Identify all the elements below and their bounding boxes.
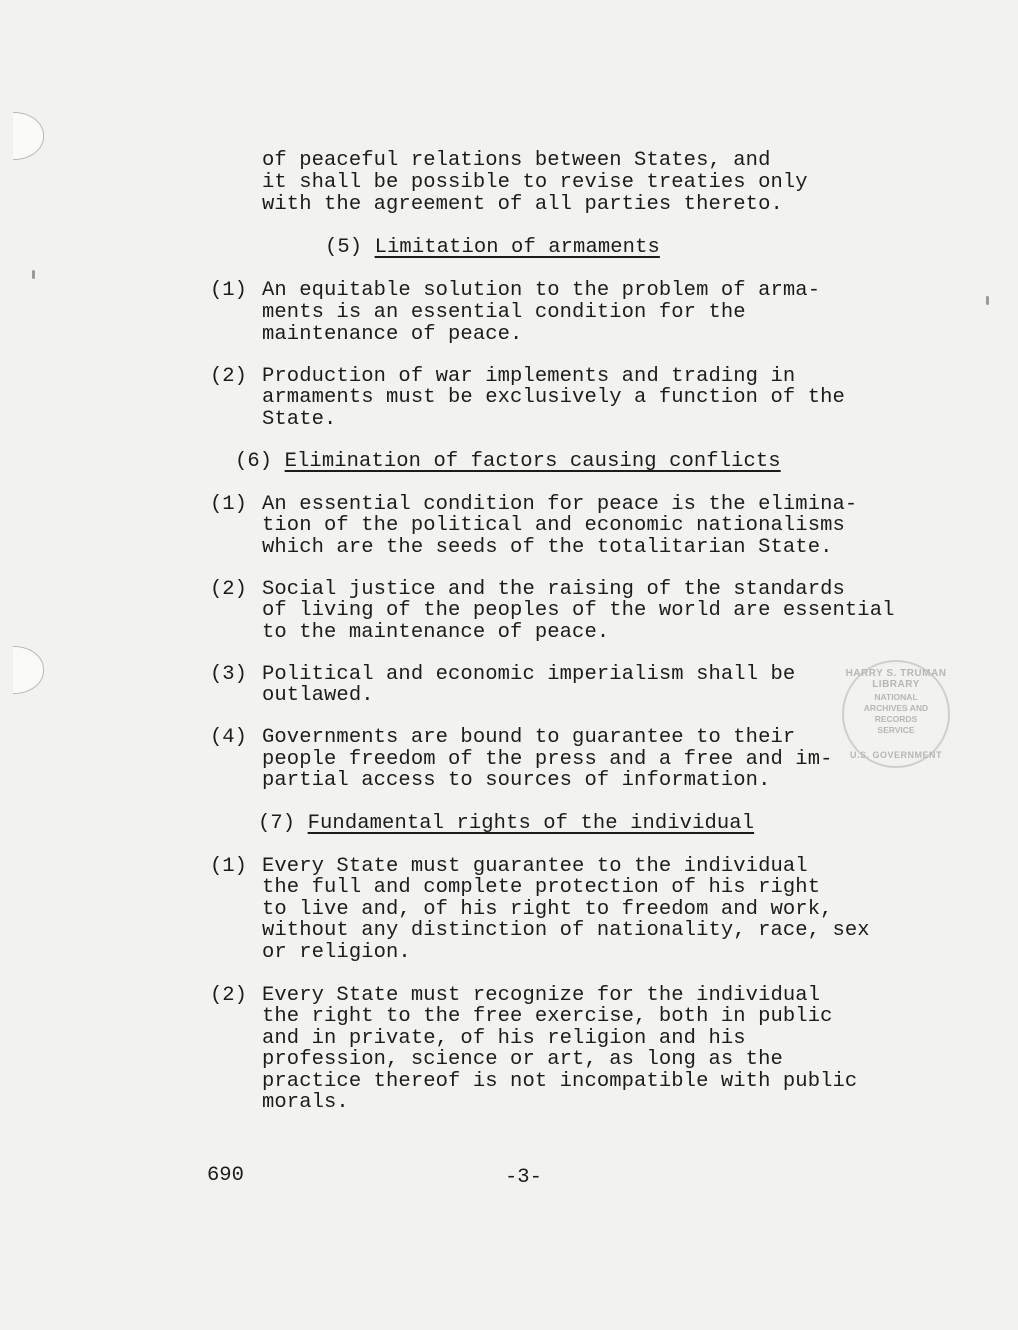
item-line: practice thereof is not incompatible with public <box>262 1070 858 1093</box>
section-number: (5) <box>325 236 363 259</box>
section-title: Limitation of armaments <box>374 236 660 259</box>
item-line: ments is an essential condition for the <box>262 301 746 324</box>
item-line: outlawed. <box>262 684 374 707</box>
stamp-line: ARCHIVES AND <box>863 703 929 713</box>
item-line: of living of the peoples of the world are essential <box>262 599 895 622</box>
item-line: Production of war implements and trading in <box>262 365 796 388</box>
item-number: (4) <box>210 726 247 749</box>
scan-speck <box>32 270 35 279</box>
item-line: An equitable solution to the problem of arma- <box>262 279 821 302</box>
item-line: Political and economic imperialism shall be <box>262 663 796 686</box>
section-number: (6) <box>235 450 273 473</box>
stamp-center <box>844 692 948 736</box>
item-line: without any distinction of nationality, race, sex <box>262 919 870 942</box>
item-line: profession, science or art, as long as the <box>262 1048 783 1071</box>
item-line: the right to the free exercise, both in public <box>262 1005 833 1028</box>
section-heading-5 <box>325 237 660 259</box>
scan-speck <box>986 296 989 305</box>
item-number: (1) <box>210 279 247 302</box>
item-line: to the maintenance of peace. <box>262 621 610 644</box>
item-line: Every State must guarantee to the individual <box>262 855 808 878</box>
item-number: (1) <box>210 855 247 878</box>
archive-stamp <box>842 660 950 768</box>
item-line: tion of the political and economic nationalisms <box>262 514 845 537</box>
section-title: Elimination of factors causing conflicts <box>284 450 781 473</box>
item-number: (2) <box>210 984 247 1007</box>
item-line: An essential condition for peace is the elimina- <box>262 493 858 516</box>
document-number: 690 <box>207 1164 244 1187</box>
item-line: partial access to sources of information. <box>262 769 771 792</box>
intro-line: with the agreement of all parties thereto. <box>262 193 783 216</box>
binder-hole-top <box>13 112 44 160</box>
item-line: people freedom of the press and a free and im- <box>262 748 833 771</box>
item-line: Governments are bound to guarantee to their <box>262 726 796 749</box>
stamp-top-text: HARRY S. TRUMAN LIBRARY <box>845 668 947 690</box>
stamp-line: NATIONAL <box>874 692 918 702</box>
item-number: (2) <box>210 365 247 388</box>
stamp-line: SERVICE <box>877 725 915 735</box>
item-line: the full and complete protection of his right <box>262 876 821 899</box>
item-line: armaments must be exclusively a function of the <box>262 386 845 409</box>
section-heading-7 <box>258 813 754 835</box>
section-heading-6 <box>235 451 781 473</box>
item-number: (2) <box>210 578 247 601</box>
section-number: (7) <box>258 812 296 835</box>
item-line: Every State must recognize for the individual <box>262 984 821 1007</box>
item-line: which are the seeds of the totalitarian State. <box>262 536 833 559</box>
stamp-bottom-text: U.S. GOVERNMENT <box>849 750 942 760</box>
item-line: morals. <box>262 1091 349 1114</box>
item-line: or religion. <box>262 941 411 964</box>
item-line: and in private, of his religion and his <box>262 1027 746 1050</box>
item-number: (1) <box>210 493 247 516</box>
page-number: -3- <box>505 1166 542 1189</box>
item-number: (3) <box>210 663 247 686</box>
section-title: Fundamental rights of the individual <box>307 812 755 835</box>
item-line: to live and, of his right to freedom and work, <box>262 898 833 921</box>
binder-hole-middle <box>13 646 44 694</box>
item-line: Social justice and the raising of the standards <box>262 578 845 601</box>
intro-line: of peaceful relations between States, and <box>262 149 771 172</box>
stamp-line: RECORDS <box>874 714 918 724</box>
item-line: State. <box>262 408 337 431</box>
intro-line: it shall be possible to revise treaties only <box>262 171 808 194</box>
item-line: maintenance of peace. <box>262 323 523 346</box>
